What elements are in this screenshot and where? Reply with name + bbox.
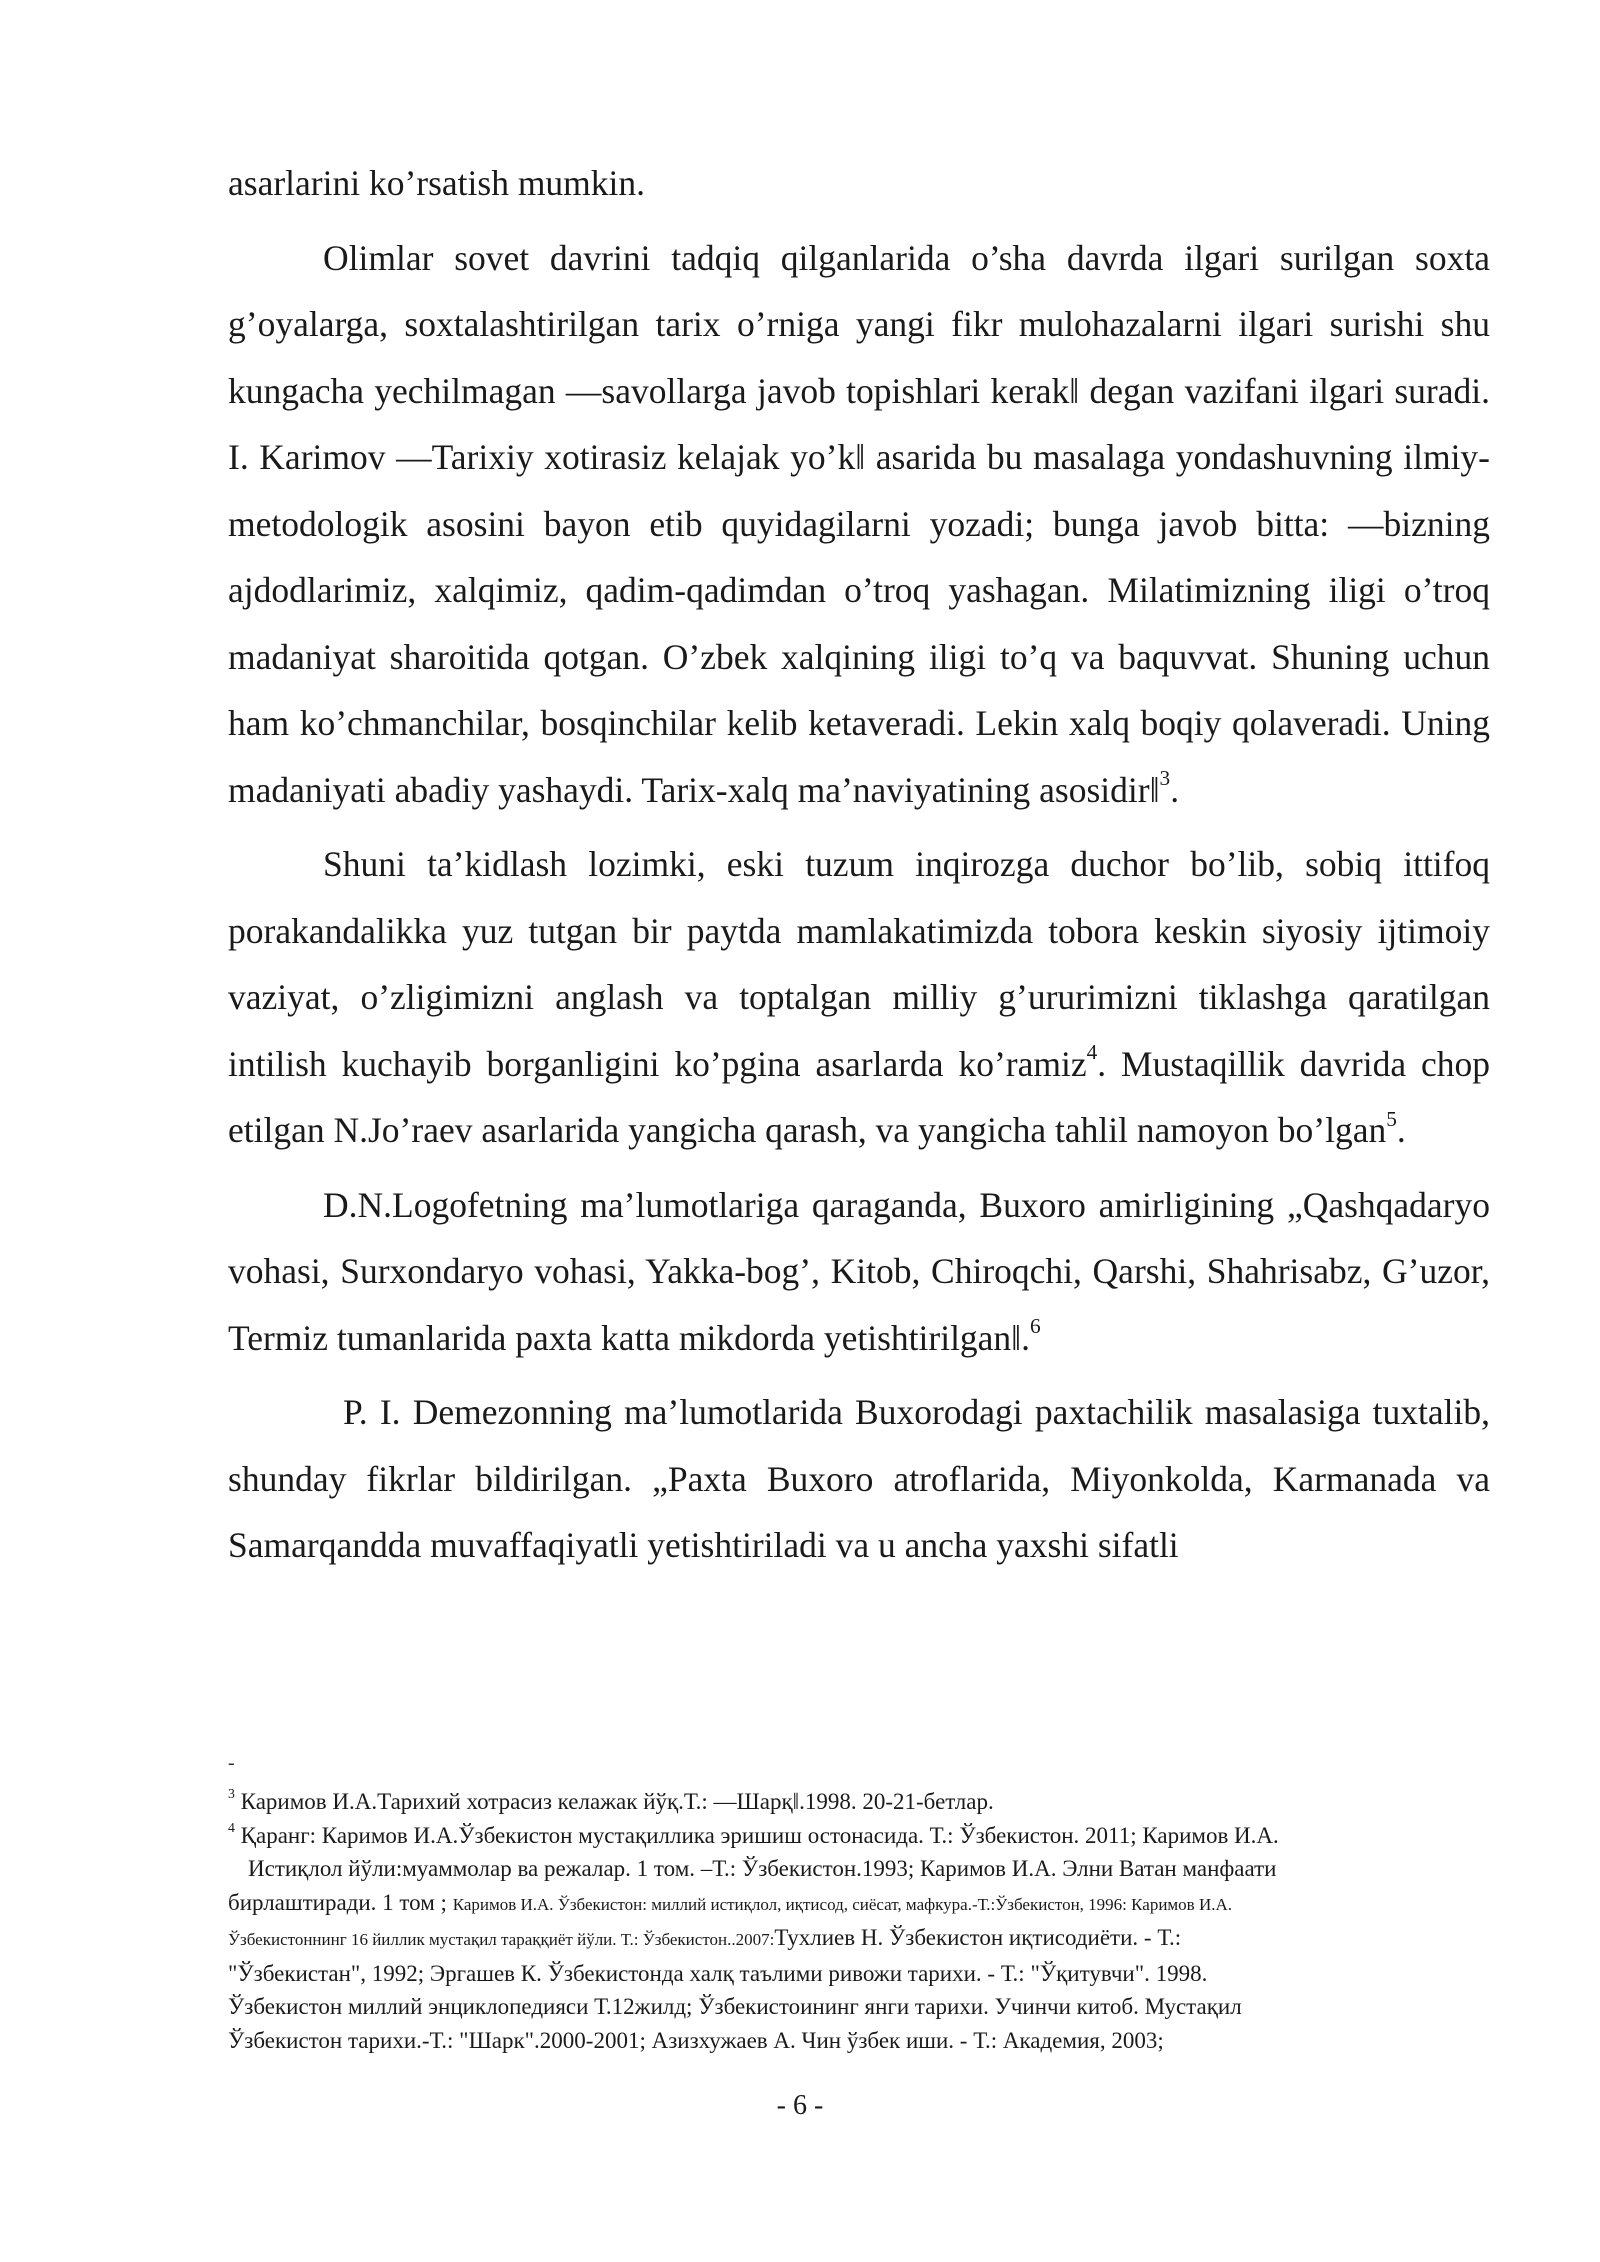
paragraph-3-text: D.N.Logofetning ma’lumotlariga qaraganda, Buxoro amirligining „Qashqadaryo vohasi, Surxondaryo vohasi, Yakka-bog’, Kitob, Chiroqchi, Qarshi, Shahrisabz, G’uzor, Termiz tumanlarida paxta katta mikdorda yetishtirilgan‖. — [228, 1184, 1490, 1358]
footnote-separator: - — [228, 1752, 235, 1774]
paragraph-0-text: asarlarini ko’rsatish mumkin. — [228, 163, 646, 203]
footnote-3-number: 3 — [228, 1786, 235, 1802]
paragraph-2-end: . — [1396, 1110, 1406, 1150]
paragraph-1-end: . — [1170, 769, 1180, 810]
footnote-ref-6[interactable]: 6 — [1030, 1314, 1041, 1339]
page-number: - 6 - — [776, 2090, 824, 2121]
paragraph-3 — [228, 1172, 1490, 1372]
footnote-ref-4[interactable]: 4 — [1086, 1040, 1098, 1065]
footnote-4-line-1: Қаранг: Каримов И.А.Ўзбекистон мустақиллика эришиш остонасида. Т.: Ўзбекистон. 2011; Каримов И.А. — [234, 1822, 1279, 1848]
footnote-4-line-6-row — [228, 1990, 1490, 2024]
footnote-4-line-2-row — [228, 1852, 1490, 1886]
paragraph-0 — [228, 150, 1490, 217]
paragraph-2-mid: . Mustaqillik davrida chop etilgan N.Jo’raev asarlarida yangicha qarash, va yangicha tahlil namoyon bo’lgan — [228, 1043, 1490, 1150]
paragraph-1-text: Olimlar sovet davrini tadqiq qilganlarida o’sha davrda ilgari surilgan soxta g’oyalarga, soxtalashtirilgan tarix o’rniga yangi fikr mulohazalarni ilgari surishi shu kungacha yechilmagan ―savollarga javob topishlari kerak‖ degan vazifani ilgari suradi. I. Karimov ―Tarixiy xotirasiz kelajak yo’k‖ asarida bu masalaga yondashuvning ilmiy-metodologik asosini bayon etib quyidagilarni yozadi; bunga javob bitta: ―bizning ajdodlarimiz, xalqimiz, qadim-qadimdan o’troq yashagan. Milatimizning iligi o’troq madaniyat sharoitida qotgan. O’zbek xalqining iligi to’q va baquvvat. Shuning uchun ham ko’chmanchilar, bosqinchilar kelib ketaveradi. Lekin xalq boqiy qolaveradi. Uning madaniyati abadiy yashaydi. Tarix-xalq ma’naviyatining asosidir‖ — [228, 237, 1490, 810]
footnote-ref-5[interactable]: 5 — [1386, 1106, 1397, 1131]
footnote-ref-3[interactable]: 3 — [1159, 766, 1171, 791]
footnote-4-line-6: Ўзбекистон миллий энциклопедияси Т.12жилд; Ўзбекистоининг янги тарихи. Учинчи китоб. Мустақил — [228, 1994, 1242, 2019]
footnote-4-number: 4 — [228, 1819, 235, 1835]
footnote-4-line-5-row — [228, 1957, 1490, 1991]
footnote-4-line-2: Истиқлол йўли:муаммолар ва режалар. 1 том. –Т.: Ўзбекистон.1993; Каримов И.А. Элни Ватан манфаати — [248, 1856, 1277, 1881]
footnote-4-line-4b: Тухлиев Н. Ўзбекистон иқтисодиёти. - Т.: — [774, 1925, 1182, 1950]
footnote-4-line-4-row — [228, 1921, 1490, 1957]
footnote-4-line-4a: Ўзбекистоннинг 16 йиллик мустақил тараққиёт йўли. Т.: Ўзбекистон..2007: — [228, 1930, 775, 1949]
footnote-4-line-3-row — [228, 1886, 1490, 1922]
footnote-4-line-5: "Ўзбекистан", 1992; Эргашев К. Ўзбекистонда халқ таълими ривожи тарихи. - Т.: "Ўқитувчи". 1998. — [228, 1960, 1208, 1986]
footnote-4-line-7: Ўзбекистон тарихи.-Т.: "Шарк".2000-2001; Азизхужаев А. Чин ўзбек иши. - Т.: Академия, 2003; — [228, 2027, 1164, 2053]
paragraph-4-text: P. I. Demezonning ma’lumotlarida Buxorodagi paxtachilik masalasiga tuxtalib, shunday fikrlar bildirilgan. „Paxta Buxoro atroflarida, Miyonkolda, Karmanada va Samarqandda muvaffaqiyatli yetishtiriladi va u ancha yaxshi sifatli — [228, 1392, 1490, 1565]
body-text — [228, 150, 1490, 1579]
footnote-4-line-7-row — [228, 2024, 1490, 2058]
footnote-4 — [228, 1819, 1490, 1853]
footnote-4-line-3b: Каримов И.А. Ўзбекистон: миллий истиқлол, иқтисод, сиёсат, мафкура.-Т.:Ўзбекистон, 1996: Каримов И.А. — [452, 1894, 1233, 1914]
paragraph-2-text: Shuni ta’kidlash lozimki, eski tuzum inqirozga duchor bo’lib, sobiq ittifoq porakandalikka yuz tutgan bir paytda mamlakatimizda tobora keskin siyosiy ijtimoiy vaziyat, o’zligimizni anglash va toptalgan milliy g’ururimizni tiklashga qaratilgan intilish kuchayib borganligini ko’pgina asarlarda ko’ramiz — [228, 844, 1490, 1084]
footnote-3-text: Каримов И.А.Тарихий хотрасиз келажак йўқ.Т.: ―Шарқ‖.1998. 20-21-бетлар. — [234, 1789, 994, 1814]
paragraph-1 — [228, 225, 1490, 824]
paragraph-2 — [228, 831, 1490, 1164]
footnotes — [228, 1785, 1490, 2057]
footnote-4-line-3a: бирлаштиради. 1 том ; — [228, 1889, 453, 1915]
footnote-3 — [228, 1785, 1490, 1819]
paragraph-4 — [228, 1379, 1490, 1579]
